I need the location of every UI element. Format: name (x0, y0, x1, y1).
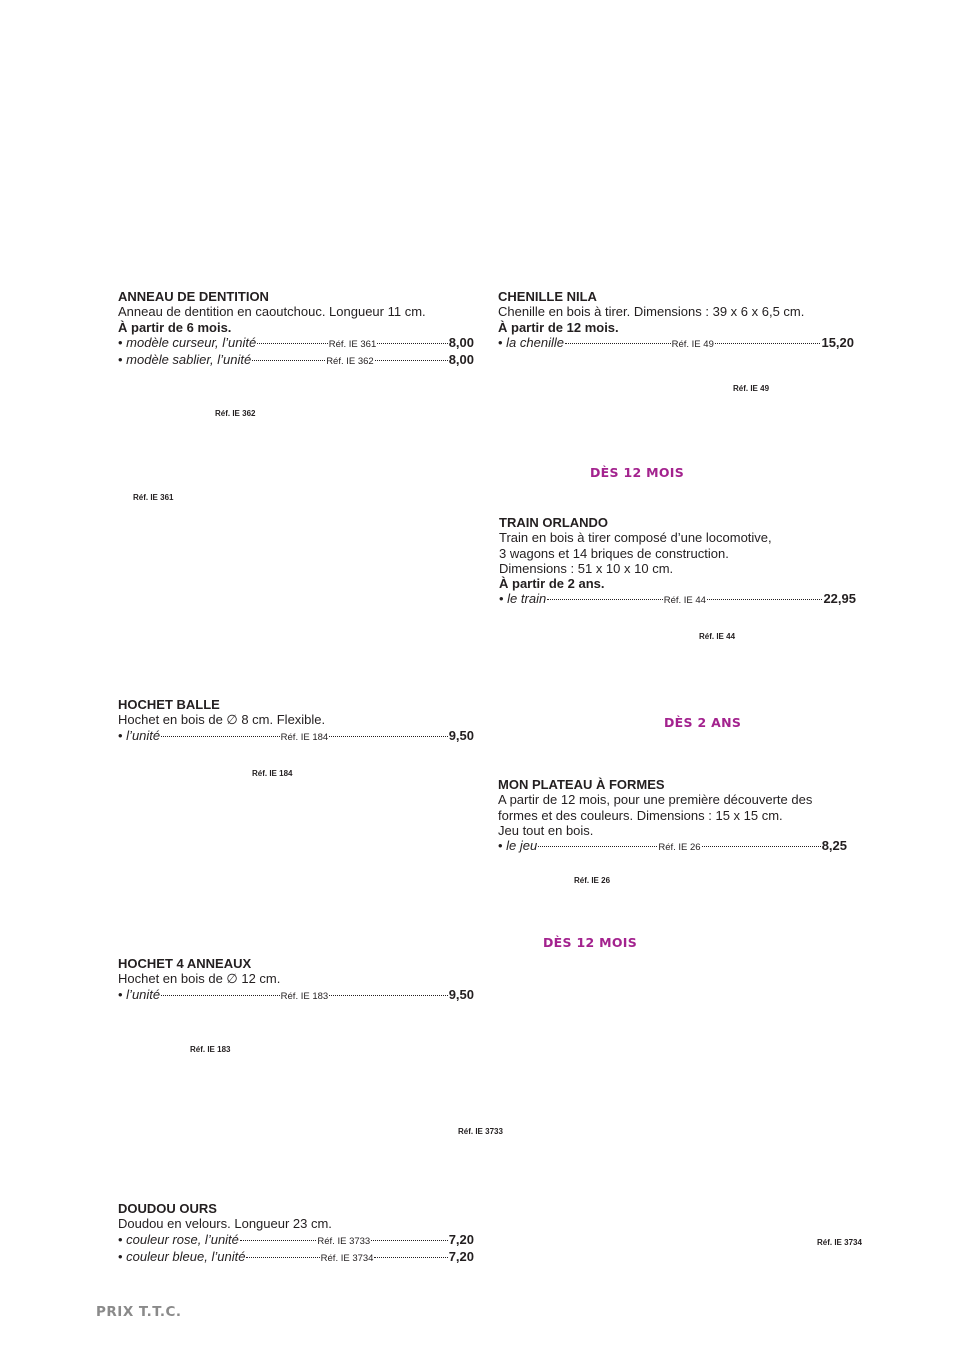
item-name: le train (507, 591, 547, 607)
dot-leader (375, 360, 448, 361)
dot-leader (702, 846, 821, 847)
product-title: ANNEAU DE DENTITION (118, 289, 269, 304)
image-ref-caption: Réf. IE 184 (252, 769, 293, 778)
dot-leader (161, 736, 280, 737)
dot-leader (329, 736, 448, 737)
item-price: 8,00 (448, 352, 475, 368)
price-line (118, 352, 474, 369)
image-ref-caption: Réf. IE 183 (190, 1045, 231, 1054)
product-age: À partir de 2 ans. (499, 576, 605, 592)
price-line (498, 838, 847, 855)
product-hochet-balle (118, 697, 474, 745)
product-title: CHENILLE NILA (498, 289, 597, 304)
product-title: MON PLATEAU À FORMES (498, 777, 665, 792)
product-anneau-de-dentition (118, 289, 474, 369)
dot-leader (377, 343, 447, 344)
product-description: Hochet en bois de ∅ 12 cm. (118, 971, 281, 987)
item-price: 9,50 (448, 727, 475, 743)
product-description: Jeu tout en bois. (498, 822, 594, 838)
dot-leader (538, 846, 657, 847)
price-line (499, 591, 856, 608)
price-line (118, 987, 474, 1004)
item-ref: Réf. IE 49 (671, 338, 714, 350)
dot-leader (371, 1240, 447, 1241)
dot-leader (329, 995, 448, 996)
image-ref-caption: Réf. IE 362 (215, 409, 256, 418)
product-description: formes et des couleurs. Dimensions : 15 x 15 cm. (498, 807, 783, 823)
dot-leader (257, 343, 327, 344)
item-name: modèle sablier, l’unité (126, 352, 252, 368)
bullet: • (118, 352, 127, 368)
item-ref: Réf. IE 26 (658, 842, 701, 854)
dot-leader (161, 995, 280, 996)
product-description: Dimensions : 51 x 10 x 10 cm. (499, 560, 674, 576)
item-price: 8,00 (448, 334, 474, 350)
item-ref: Réf. IE 3734 (320, 1252, 374, 1264)
price-line (118, 1232, 474, 1249)
product-description: 3 wagons et 14 briques de construction. (499, 545, 729, 561)
price-line (118, 1249, 474, 1266)
product-description: Train en bois à tirer composé d’une locomotive, (499, 530, 772, 546)
dot-leader (715, 343, 821, 344)
product-title: HOCHET 4 ANNEAUX (118, 956, 252, 971)
item-price: 7,20 (448, 1248, 475, 1264)
bullet: • (118, 334, 127, 350)
product-age: À partir de 12 mois. (498, 319, 619, 335)
bullet: • (499, 591, 508, 607)
product-train-orlando (499, 515, 856, 609)
dot-leader (240, 1240, 316, 1241)
product-description: Hochet en bois de ∅ 8 cm. Flexible. (118, 712, 326, 728)
item-price: 15,20 (821, 334, 855, 350)
price-line (118, 335, 474, 352)
image-ref-caption: Réf. IE 361 (133, 493, 174, 502)
product-hochet-4-anneaux (118, 956, 474, 1004)
dot-leader (547, 599, 663, 600)
bullet: • (498, 334, 507, 350)
price-line (118, 728, 474, 745)
item-price: 7,20 (448, 1231, 474, 1247)
dot-leader (565, 343, 671, 344)
dot-leader (374, 1257, 447, 1258)
dot-leader (252, 360, 325, 361)
product-doudou-ours (118, 1201, 474, 1266)
image-ref-caption: Réf. IE 3734 (817, 1238, 862, 1247)
footer-prix-ttc: PRIX T.T.C. (96, 1304, 182, 1320)
bullet: • (118, 1248, 127, 1264)
product-description: Chenille en bois à tirer. Dimensions : 39 x 6 x 6,5 cm. (498, 304, 805, 320)
age-banner: DÈS 2 ANS (664, 715, 742, 730)
image-ref-caption: Réf. IE 26 (574, 876, 611, 885)
item-name: l’unité (126, 727, 161, 743)
product-mon-plateau-a-formes (498, 777, 847, 855)
dot-leader (707, 599, 823, 600)
product-description: Doudou en velours. Longueur 23 cm. (118, 1216, 332, 1232)
item-name: l’unité (126, 986, 161, 1002)
bullet: • (118, 1231, 127, 1247)
item-ref: Réf. IE 3733 (317, 1235, 371, 1247)
bullet: • (498, 838, 507, 854)
item-ref: Réf. IE 362 (326, 356, 374, 368)
item-name: modèle curseur, l’unité (126, 334, 257, 350)
item-price: 9,50 (448, 986, 475, 1002)
product-description: Anneau de dentition en caoutchouc. Longueur 11 cm. (118, 304, 426, 320)
age-banner: DÈS 12 MOIS (543, 935, 638, 950)
product-description: A partir de 12 mois, pour une première découverte des (498, 792, 813, 808)
product-chenille-nila (498, 289, 854, 352)
age-banner: DÈS 12 MOIS (590, 465, 685, 480)
bullet: • (118, 986, 127, 1002)
price-line (498, 335, 854, 352)
bullet: • (118, 727, 127, 743)
item-name: couleur bleue, l’unité (126, 1248, 246, 1264)
item-price: 22,95 (823, 591, 856, 607)
item-name: couleur rose, l’unité (126, 1231, 239, 1247)
item-ref: Réf. IE 183 (280, 990, 329, 1002)
image-ref-caption: Réf. IE 3733 (458, 1127, 503, 1136)
product-title: HOCHET BALLE (118, 697, 220, 712)
item-ref: Réf. IE 361 (328, 338, 377, 350)
image-ref-caption: Réf. IE 49 (733, 384, 770, 393)
item-price: 8,25 (821, 838, 847, 854)
dot-leader (246, 1257, 319, 1258)
item-ref: Réf. IE 44 (663, 595, 706, 607)
product-title: TRAIN ORLANDO (499, 515, 609, 530)
product-title: DOUDOU OURS (118, 1201, 217, 1216)
item-name: le jeu (506, 838, 538, 854)
product-age: À partir de 6 mois. (118, 319, 232, 335)
item-name: la chenille (506, 334, 564, 350)
item-ref: Réf. IE 184 (280, 731, 329, 743)
image-ref-caption: Réf. IE 44 (699, 632, 736, 641)
